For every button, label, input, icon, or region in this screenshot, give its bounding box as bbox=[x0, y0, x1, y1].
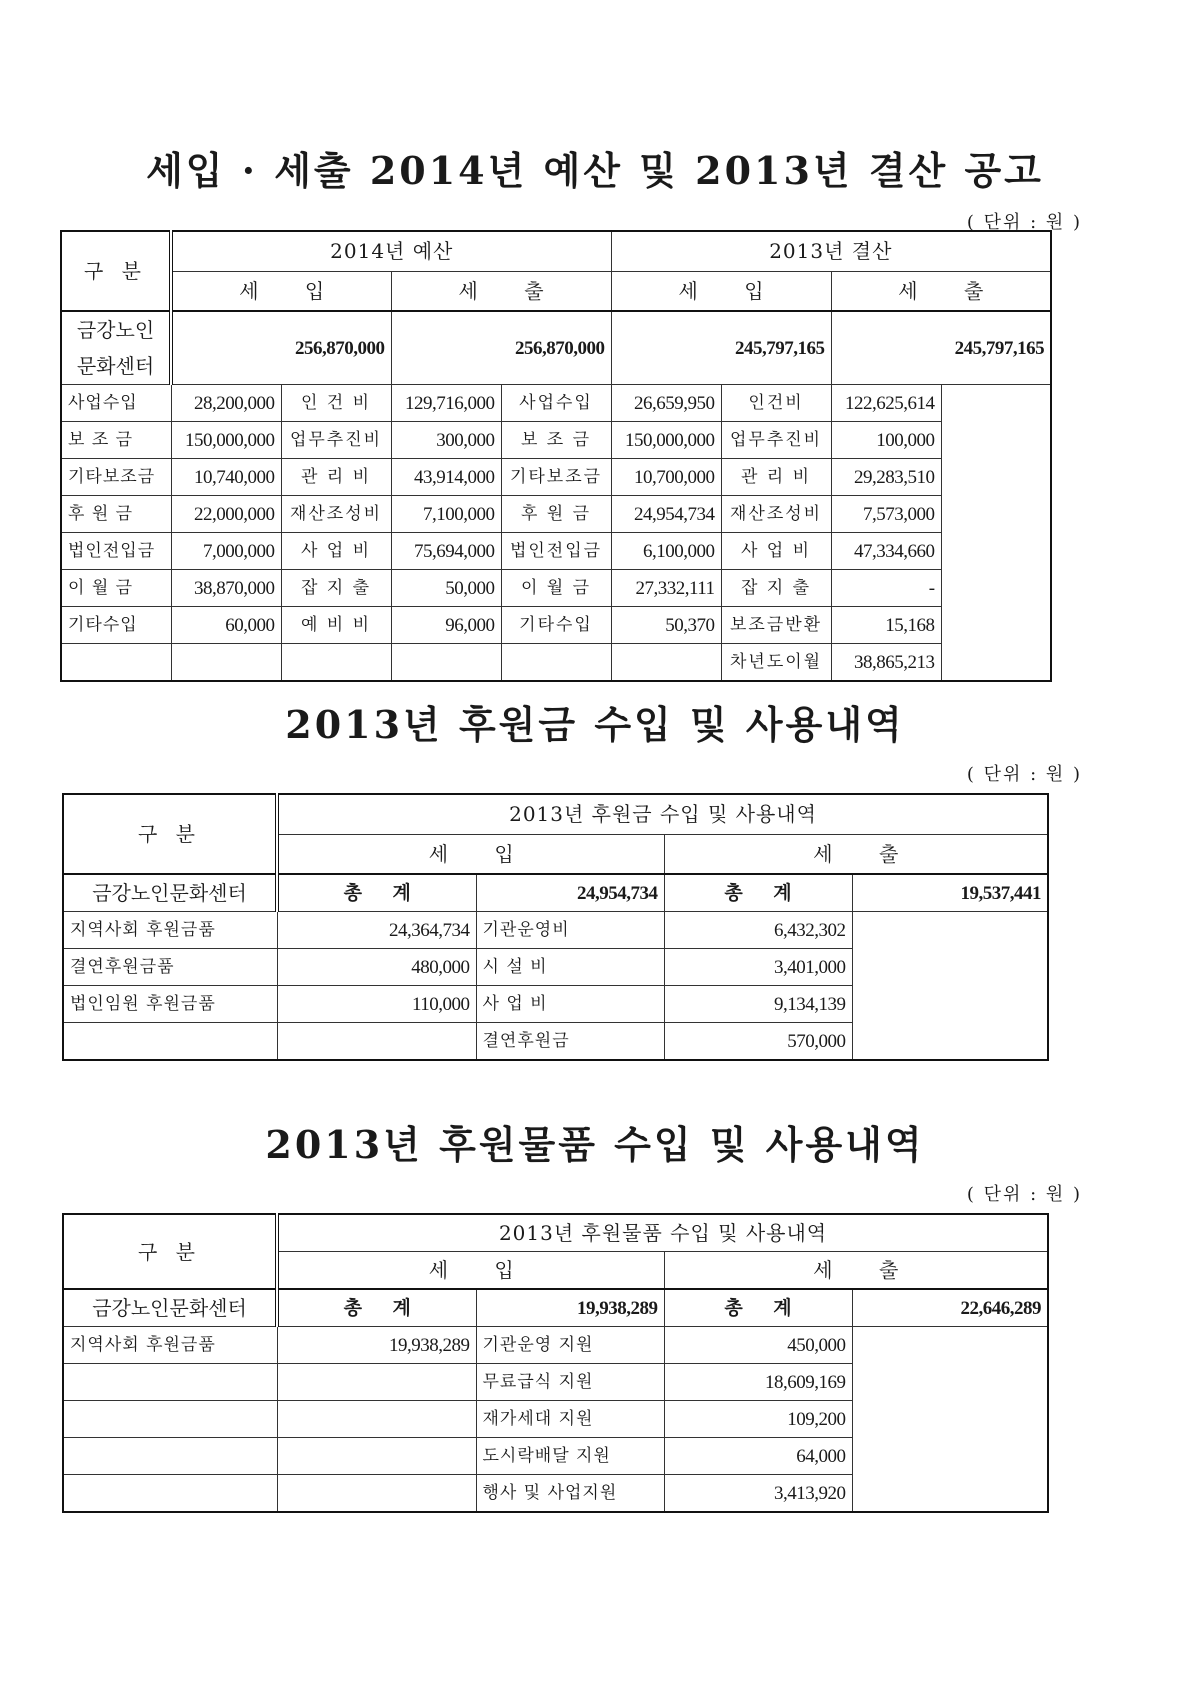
expense-total: 22,646,289 bbox=[852, 1289, 1048, 1327]
expense-total: 19,537,441 bbox=[852, 874, 1048, 912]
table-cell: 7,573,000 bbox=[831, 496, 941, 533]
table-cell: 법인전입금 bbox=[61, 533, 171, 570]
table-row bbox=[63, 1438, 1048, 1475]
table-cell: 19,938,289 bbox=[277, 1327, 476, 1364]
org-name: 금강노인문화센터 bbox=[63, 1289, 277, 1327]
table-cell: 7,100,000 bbox=[391, 496, 501, 533]
table-cell bbox=[63, 1438, 277, 1475]
table-cell: 28,200,000 bbox=[171, 385, 281, 422]
unit-label: ( 단위 : 원 ) bbox=[966, 1184, 1082, 1205]
table-cell: 60,000 bbox=[171, 607, 281, 644]
table-cell bbox=[501, 644, 611, 682]
donation-title: 2013년 후원금 수입 및 사용내역 bbox=[285, 702, 905, 747]
expense-header-2013: 세 출 bbox=[831, 271, 1051, 311]
table-cell: 관 리 비 bbox=[721, 459, 831, 496]
table-cell: 후 원 금 bbox=[501, 496, 611, 533]
table-cell: 잡 지 출 bbox=[721, 570, 831, 607]
table-cell: 보 조 금 bbox=[501, 422, 611, 459]
table-cell: 기타수입 bbox=[501, 607, 611, 644]
income-total-label: 총 계 bbox=[277, 1289, 476, 1327]
income-total: 24,954,734 bbox=[476, 874, 664, 912]
table-cell: 관 리 비 bbox=[281, 459, 391, 496]
org-name bbox=[61, 311, 171, 385]
table-cell bbox=[277, 1438, 476, 1475]
total-income-2014: 256,870,000 bbox=[171, 311, 391, 385]
unit-label: ( 단위 : 원 ) bbox=[966, 212, 1082, 233]
table-cell: 법인임원 후원금품 bbox=[63, 986, 277, 1023]
table-cell: 50,000 bbox=[391, 570, 501, 607]
goods-donation-table bbox=[62, 1213, 1049, 1513]
table-cell: 109,200 bbox=[664, 1401, 852, 1438]
table-row bbox=[61, 533, 1051, 570]
table-cell: 시 설 비 bbox=[476, 949, 664, 986]
income-header-2014: 세 입 bbox=[171, 271, 391, 311]
table-cell: 무료급식 지원 bbox=[476, 1364, 664, 1401]
table-row bbox=[61, 496, 1051, 533]
table-cell: 도시락배달 지원 bbox=[476, 1438, 664, 1475]
unit-label: ( 단위 : 원 ) bbox=[966, 764, 1082, 785]
table-row bbox=[61, 385, 1051, 422]
table-cell: 재가세대 지원 bbox=[476, 1401, 664, 1438]
table-cell: 100,000 bbox=[831, 422, 941, 459]
income-header: 세 입 bbox=[277, 834, 664, 874]
table-cell: 450,000 bbox=[664, 1327, 852, 1364]
table-cell: 110,000 bbox=[277, 986, 476, 1023]
table-row bbox=[61, 459, 1051, 496]
budget-2014-header: 2014년 예산 bbox=[171, 231, 611, 271]
table-cell: 기관운영 지원 bbox=[476, 1327, 664, 1364]
gubun-header: 구 분 bbox=[61, 231, 171, 311]
table-cell: 보조금반환 bbox=[721, 607, 831, 644]
table-cell: 인건비 bbox=[721, 385, 831, 422]
table-cell: 이 월 금 bbox=[501, 570, 611, 607]
table-cell: 47,334,660 bbox=[831, 533, 941, 570]
table-cell: 150,000,000 bbox=[171, 422, 281, 459]
org-name-line1: 금강노인 bbox=[76, 318, 155, 342]
table-cell: 업무추진비 bbox=[721, 422, 831, 459]
expense-header-2014: 세 출 bbox=[391, 271, 611, 311]
table-cell: 38,865,213 bbox=[831, 644, 941, 682]
table-cell: 38,870,000 bbox=[171, 570, 281, 607]
table-cell: 27,332,111 bbox=[611, 570, 721, 607]
table-cell: 18,609,169 bbox=[664, 1364, 852, 1401]
table-cell: 3,401,000 bbox=[664, 949, 852, 986]
table-row bbox=[61, 607, 1051, 644]
settlement-2013-header: 2013년 결산 bbox=[611, 231, 1051, 271]
table-cell bbox=[277, 1401, 476, 1438]
table-cell: 지역사회 후원금품 bbox=[63, 1327, 277, 1364]
table-cell: 사 업 비 bbox=[721, 533, 831, 570]
expense-total-label: 총 계 bbox=[664, 1289, 852, 1327]
table-cell: 재산조성비 bbox=[721, 496, 831, 533]
table-cell: 6,100,000 bbox=[611, 533, 721, 570]
table-row bbox=[63, 949, 1048, 986]
table-cell: 150,000,000 bbox=[611, 422, 721, 459]
table-cell: 차년도이월 bbox=[721, 644, 831, 682]
table-cell: 결연후원금품 bbox=[63, 949, 277, 986]
expense-total-label: 총 계 bbox=[664, 874, 852, 912]
table-row bbox=[63, 1327, 1048, 1364]
table-cell: 96,000 bbox=[391, 607, 501, 644]
table-cell: 사업수입 bbox=[61, 385, 171, 422]
table-row bbox=[63, 1023, 1048, 1061]
table-row bbox=[63, 1401, 1048, 1438]
table-row bbox=[63, 912, 1048, 949]
table-cell: 행사 및 사업지원 bbox=[476, 1475, 664, 1513]
table-cell: 26,659,950 bbox=[611, 385, 721, 422]
expense-header: 세 출 bbox=[664, 1252, 1048, 1290]
table-cell bbox=[281, 644, 391, 682]
table-cell: 사 업 비 bbox=[476, 986, 664, 1023]
table-cell bbox=[391, 644, 501, 682]
table-cell: 10,740,000 bbox=[171, 459, 281, 496]
table-cell: 인 건 비 bbox=[281, 385, 391, 422]
table-cell: 6,432,302 bbox=[664, 912, 852, 949]
table-cell: 122,625,614 bbox=[831, 385, 941, 422]
table-cell: 이 월 금 bbox=[61, 570, 171, 607]
table-cell: 24,364,734 bbox=[277, 912, 476, 949]
table-cell: 300,000 bbox=[391, 422, 501, 459]
table-cell: 보 조 금 bbox=[61, 422, 171, 459]
table-cell: 결연후원금 bbox=[476, 1023, 664, 1061]
table-cell: 7,000,000 bbox=[171, 533, 281, 570]
table-cell bbox=[277, 1475, 476, 1513]
table-cell: 기타수입 bbox=[61, 607, 171, 644]
table-cell: 지역사회 후원금품 bbox=[63, 912, 277, 949]
table-cell: 64,000 bbox=[664, 1438, 852, 1475]
table-cell: 22,000,000 bbox=[171, 496, 281, 533]
table-cell: 9,134,139 bbox=[664, 986, 852, 1023]
table-row bbox=[61, 644, 1051, 682]
table-cell: 3,413,920 bbox=[664, 1475, 852, 1513]
goods-donation-title: 2013년 후원물품 수입 및 사용내역 bbox=[265, 1122, 925, 1167]
table-cell: 15,168 bbox=[831, 607, 941, 644]
table-cell: 재산조성비 bbox=[281, 496, 391, 533]
income-total-label: 총 계 bbox=[277, 874, 476, 912]
table-cell: 잡 지 출 bbox=[281, 570, 391, 607]
gubun-header: 구 분 bbox=[63, 794, 277, 874]
table-row bbox=[61, 422, 1051, 459]
table-cell bbox=[61, 644, 171, 682]
org-name-line2: 문화센터 bbox=[76, 354, 155, 378]
table-cell bbox=[63, 1023, 277, 1061]
table-cell: 법인전입금 bbox=[501, 533, 611, 570]
table-cell: 24,954,734 bbox=[611, 496, 721, 533]
goods-donation-header: 2013년 후원물품 수입 및 사용내역 bbox=[277, 1214, 1048, 1252]
table-cell: 업무추진비 bbox=[281, 422, 391, 459]
table-cell: 129,716,000 bbox=[391, 385, 501, 422]
expense-header: 세 출 bbox=[664, 834, 1048, 874]
income-total: 19,938,289 bbox=[476, 1289, 664, 1327]
table-row bbox=[61, 570, 1051, 607]
table-row bbox=[63, 986, 1048, 1023]
table-cell: 570,000 bbox=[664, 1023, 852, 1061]
gubun-header: 구 분 bbox=[63, 1214, 277, 1289]
donation-table bbox=[62, 793, 1049, 1061]
table-cell: 50,370 bbox=[611, 607, 721, 644]
donation-header: 2013년 후원금 수입 및 사용내역 bbox=[277, 794, 1048, 834]
table-cell: 기타보조금 bbox=[501, 459, 611, 496]
table-cell bbox=[63, 1364, 277, 1401]
table-cell: 10,700,000 bbox=[611, 459, 721, 496]
budget-title: 세입 · 세출 2014년 예산 및 2013년 결산 공고 bbox=[146, 148, 1044, 193]
income-header: 세 입 bbox=[277, 1252, 664, 1290]
budget-table bbox=[60, 230, 1052, 682]
table-cell: 기타보조금 bbox=[61, 459, 171, 496]
table-cell: 기관운영비 bbox=[476, 912, 664, 949]
table-cell bbox=[63, 1475, 277, 1513]
income-header-2013: 세 입 bbox=[611, 271, 831, 311]
table-cell: 480,000 bbox=[277, 949, 476, 986]
table-cell: 29,283,510 bbox=[831, 459, 941, 496]
table-cell bbox=[63, 1401, 277, 1438]
table-cell bbox=[277, 1023, 476, 1061]
table-cell: 예 비 비 bbox=[281, 607, 391, 644]
table-cell: 사 업 비 bbox=[281, 533, 391, 570]
table-row bbox=[63, 1364, 1048, 1401]
table-cell: 75,694,000 bbox=[391, 533, 501, 570]
table-cell: 43,914,000 bbox=[391, 459, 501, 496]
org-name: 금강노인문화센터 bbox=[63, 874, 277, 912]
table-cell: 사업수입 bbox=[501, 385, 611, 422]
total-expense-2014: 256,870,000 bbox=[391, 311, 611, 385]
table-cell: 후 원 금 bbox=[61, 496, 171, 533]
total-expense-2013: 245,797,165 bbox=[831, 311, 1051, 385]
table-cell: - bbox=[831, 570, 941, 607]
total-income-2013: 245,797,165 bbox=[611, 311, 831, 385]
table-cell bbox=[611, 644, 721, 682]
table-cell bbox=[277, 1364, 476, 1401]
table-cell bbox=[171, 644, 281, 682]
table-row bbox=[63, 1475, 1048, 1513]
